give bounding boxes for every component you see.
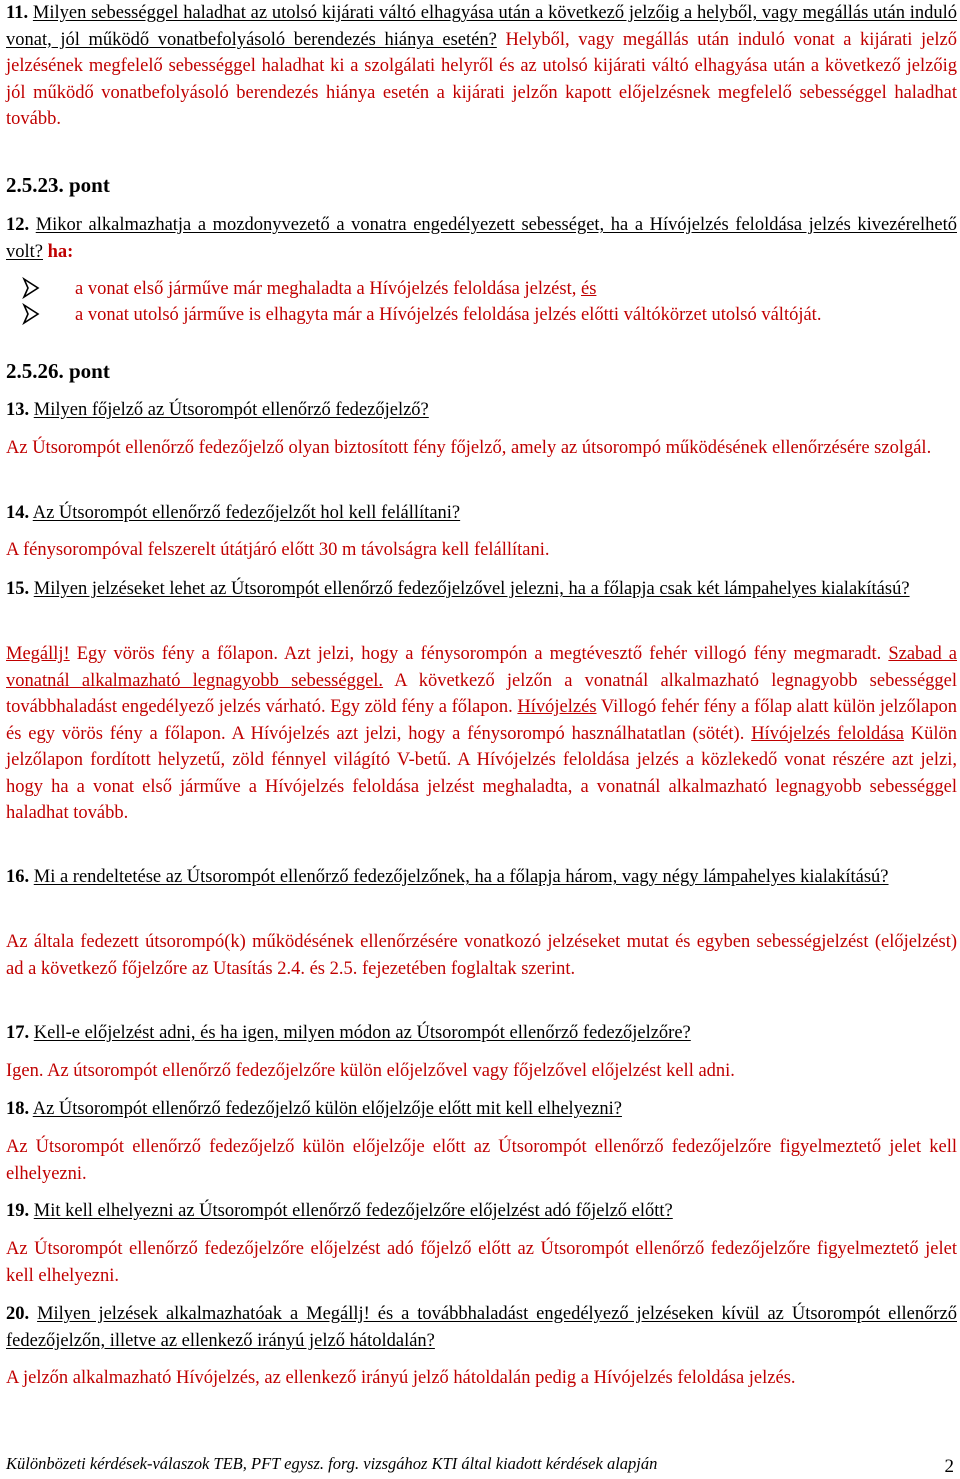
- question-number: 15.: [6, 579, 30, 599]
- question-16: [6, 864, 957, 891]
- answer-14: A fénysorompóval felszerelt útátjáró előtt 30 m távolságra kell felállítani.: [6, 540, 550, 560]
- question-12: [6, 212, 957, 265]
- arrow-bullet-icon: [22, 303, 40, 325]
- answer-bullet: [6, 276, 957, 303]
- answer-text: Helyből, vagy megállás után induló vonat a kijárati jelző jelzésének megfelelő sebességgel haladhat ki a szolgálati helyről és az utolsó kijárati váltó elhagyása után a következő jelzőig jól működő vonatbefolyásoló berendezés hiánya esetén a kijárati jelzőn kapott előjelzésnek megfelelő sebességgel haladhat tovább.: [6, 29, 957, 129]
- question-text: Milyen sebességgel haladhat az utolsó kijárati váltó elhagyása után a következő jelzőig a helyből, vagy megállás után induló vonat, jól működő vonatbefolyásoló berendezés hiánya esetén?: [6, 3, 958, 50]
- answer-15: [6, 641, 957, 827]
- answer-text: Villogó fehér fény a főlap alatt külön jelzőlapon és egy vörös fény a főlapon. A Hívójelzés azt jelzi, hogy a fénysorompó használhatatlan (sötét).: [6, 697, 957, 744]
- page-number: 2: [944, 1456, 954, 1477]
- question-number: 16.: [6, 867, 30, 887]
- question-19: [6, 1198, 957, 1225]
- question-13: [6, 397, 957, 424]
- question-text: Mi a rendeltetése az Útsorompót ellenőrző fedezőjelzőnek, ha a főlapja három, vagy négy lámpahelyes kialakítású?: [33, 867, 889, 887]
- question-number: 14.: [6, 503, 30, 523]
- footer-text: Különbözeti kérdések-válaszok TEB, PFT egysz. forg. vizsgához KTI által kiadott kérdések alapján: [6, 1454, 658, 1473]
- answer-20: A jelzőn alkalmazható Hívójelzés, az ellenkező irányú jelző hátoldalán pedig a Hívójelzés feloldása jelzés.: [6, 1368, 796, 1388]
- question-text: Mikor alkalmazhatja a mozdonyvezető a vonatra engedélyezett sebességet, ha a Hívójelzés feloldása jelzés kivezérelhető volt?: [6, 215, 957, 262]
- answer-text: A következő jelzőn a vonatnál alkalmazható legnagyobb sebességgel továbbhaladást engedélyező jelzés várható. Egy zöld fény a főlapon.: [6, 670, 958, 717]
- question-number: 20.: [6, 1304, 30, 1324]
- signal-name: Hívójelzés: [517, 697, 597, 717]
- reference-point: 2.5.26. pont: [6, 359, 110, 383]
- question-number: 18.: [6, 1099, 30, 1119]
- question-11: [6, 0, 957, 133]
- answer-18: Az Útsorompót ellenőrző fedezőjelző külön előjelzője előtt az Útsorompót ellenőrző fedezőjelzőre figyelmeztető jelet kell elhelyezni.: [6, 1137, 957, 1184]
- question-14: [6, 500, 957, 527]
- signal-name: Szabad a vonatnál alkalmazható legnagyobb sebességgel.: [6, 644, 958, 691]
- answer-17: Igen. Az útsorompót ellenőrző fedezőjelzőre külön előjelzővel vagy főjelzővel előjelzést kell adni.: [6, 1061, 735, 1081]
- answer-19: Az Útsorompót ellenőrző fedezőjelzőre előjelzést adó főjelző előtt az Útsorompót ellenőrző fedezőjelzőre figyelmeztető jelet kell elhelyezni.: [6, 1239, 957, 1286]
- question-17: [6, 1020, 957, 1047]
- question-text: Milyen jelzések alkalmazhatóak a Megállj! és a továbbhaladást engedélyező jelzéseken kívül az Útsorompót ellenőrző fedezőjelzőn, illetve az ellenkező irányú jelző hátoldalán?: [6, 1304, 957, 1351]
- question-number: 11.: [6, 3, 29, 23]
- question-number: 17.: [6, 1023, 30, 1043]
- question-number: 12.: [6, 215, 30, 235]
- question-number: 13.: [6, 400, 30, 420]
- signal-name: Megállj!: [6, 644, 70, 664]
- answer-16: Az általa fedezett útsorompó(k) működésének ellenőrzésére vonatkozó jelzéseket mutat és egyben sebességjelzést (előjelzést) ad a következő főjelzőre az Utasítás 2.4. és 2.5. fejezetében foglaltak szerint.: [6, 932, 957, 979]
- question-15: [6, 576, 957, 603]
- reference-point: 2.5.23. pont: [6, 173, 110, 197]
- bullet-text: a vonat első járműve már meghaladta a Hívójelzés feloldása jelzést,: [75, 279, 577, 299]
- question-text: Milyen jelzéseket lehet az Útsorompót ellenőrző fedezőjelzővel jelezni, ha a főlapja csak két lámpahelyes kialakítású?: [33, 579, 910, 599]
- answer-lead: ha:: [47, 241, 74, 262]
- question-text: Az Útsorompót ellenőrző fedezőjelzőt hol kell felállítani?: [32, 503, 461, 523]
- question-number: 19.: [6, 1201, 30, 1221]
- answer-bullet: [6, 302, 957, 329]
- answer-13: Az Útsorompót ellenőrző fedezőjelző olyan biztosított fény főjelző, amely az útsorompó működésének ellenőrzésére szolgál.: [6, 438, 932, 458]
- question-text: Milyen főjelző az Útsorompót ellenőrző fedezőjelző?: [33, 400, 429, 420]
- answer-text: Egy vörös fény a főlapon. Azt jelzi, hogy a fénysorompón a megtévesztő fehér villogó fény megmaradt.: [69, 644, 889, 664]
- question-20: [6, 1301, 957, 1354]
- bullet-text: a vonat utolsó járműve is elhagyta már a Hívójelzés feloldása jelzés előtti váltókörzet utolsó váltóját.: [75, 305, 822, 325]
- question-text: Mit kell elhelyezni az Útsorompót ellenőrző fedezőjelzőre előjelzést adó főjelző előtt?: [33, 1201, 673, 1221]
- question-18: [6, 1096, 957, 1123]
- bullet-conjunction: és: [580, 279, 597, 299]
- answer-text: Külön jelzőlapon fordított helyzetű, zöld fénnyel világító V-betű. A Hívójelzés feloldása jelzés a közlekedő vonat részére azt jelzi, hogy ha a vonat első járműve a Hívójelzés feloldása jelzést meghaladta, a vonatnál alkalmazható legnagyobb sebességgel haladhat tovább.: [6, 723, 958, 823]
- question-text: Kell-e előjelzést adni, és ha igen, milyen módon az Útsorompót ellenőrző fedezőjelzőre?: [33, 1023, 691, 1043]
- arrow-bullet-icon: [22, 277, 40, 299]
- page-footer: [6, 1452, 954, 1479]
- question-text: Az Útsorompót ellenőrző fedezőjelző külön előjelzője előtt mit kell elhelyezni?: [32, 1099, 622, 1119]
- signal-name: Hívójelzés feloldása: [751, 723, 904, 744]
